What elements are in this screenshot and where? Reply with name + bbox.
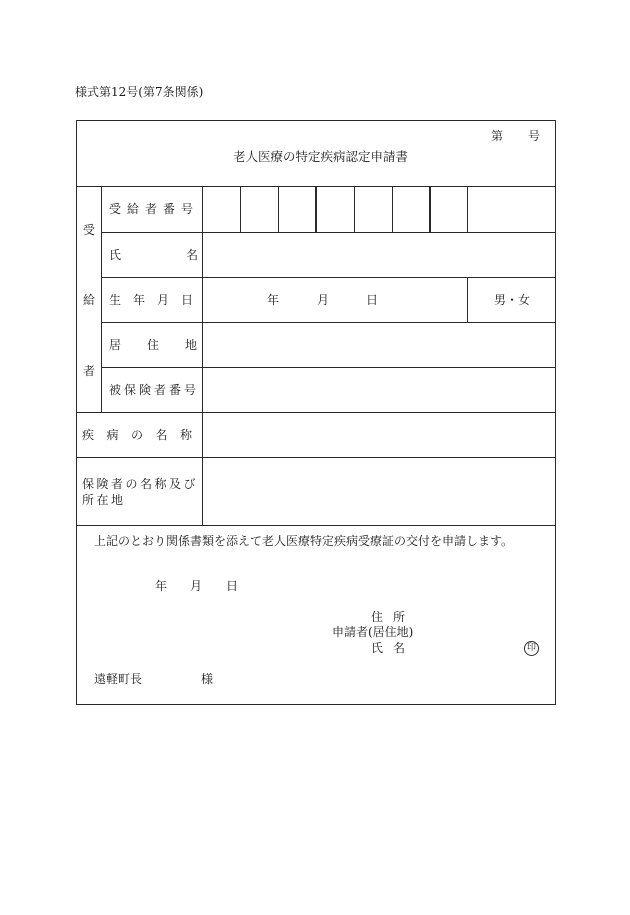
recipient-group-char: 者 (83, 364, 96, 378)
insurer-label-line2: 所在地 (82, 493, 126, 507)
application-month-unit: 月 (190, 579, 203, 593)
form-title: 老人医療の特定疾病認定申請書 (233, 149, 409, 164)
recipient-group-char: 給 (83, 293, 96, 307)
sex-options[interactable]: 男・女 (494, 293, 531, 307)
disease-name-field[interactable] (203, 413, 555, 457)
applicant-label: 申請者(居住地) (332, 625, 414, 639)
insured-number-field[interactable] (203, 368, 555, 412)
birthdate-year-unit: 年 (267, 293, 280, 307)
application-year-unit: 年 (155, 579, 168, 593)
insurer-field[interactable] (203, 458, 555, 525)
recipient-number-label: 受給者番号 (109, 202, 200, 216)
honorific: 様 (201, 672, 214, 686)
birthdate-label: 生年月日 (109, 293, 206, 307)
recipient-group-char: 受 (83, 223, 96, 237)
form-number: 様式第12号(第7条関係) (75, 85, 204, 99)
birthdate-month-unit: 月 (317, 293, 330, 307)
number-prefix: 第 (491, 129, 504, 143)
recipient-number-field[interactable] (203, 187, 467, 232)
applicant-name-label: 氏名 (371, 641, 416, 655)
application-statement: 上記のとおり関係書類を添えて老人医療特定疾病受療証の交付を申請します。 (94, 534, 514, 548)
name-label: 氏名 (109, 248, 264, 262)
name-field[interactable] (203, 233, 555, 277)
application-day-unit: 日 (226, 579, 239, 593)
insurer-label-line1: 保険者の名称及び (82, 477, 199, 491)
number-suffix: 号 (528, 129, 541, 143)
addressee: 遠軽町長 (94, 672, 143, 686)
address-label: 居住地 (109, 338, 224, 352)
birthdate-day-unit: 日 (366, 293, 379, 307)
disease-name-label: 疾病の名称 (82, 428, 205, 442)
applicant-address-label: 住所 (371, 610, 416, 624)
address-field[interactable] (203, 323, 555, 367)
insured-number-label: 被保険者番号 (109, 383, 200, 397)
seal-mark: 印 (524, 641, 539, 656)
